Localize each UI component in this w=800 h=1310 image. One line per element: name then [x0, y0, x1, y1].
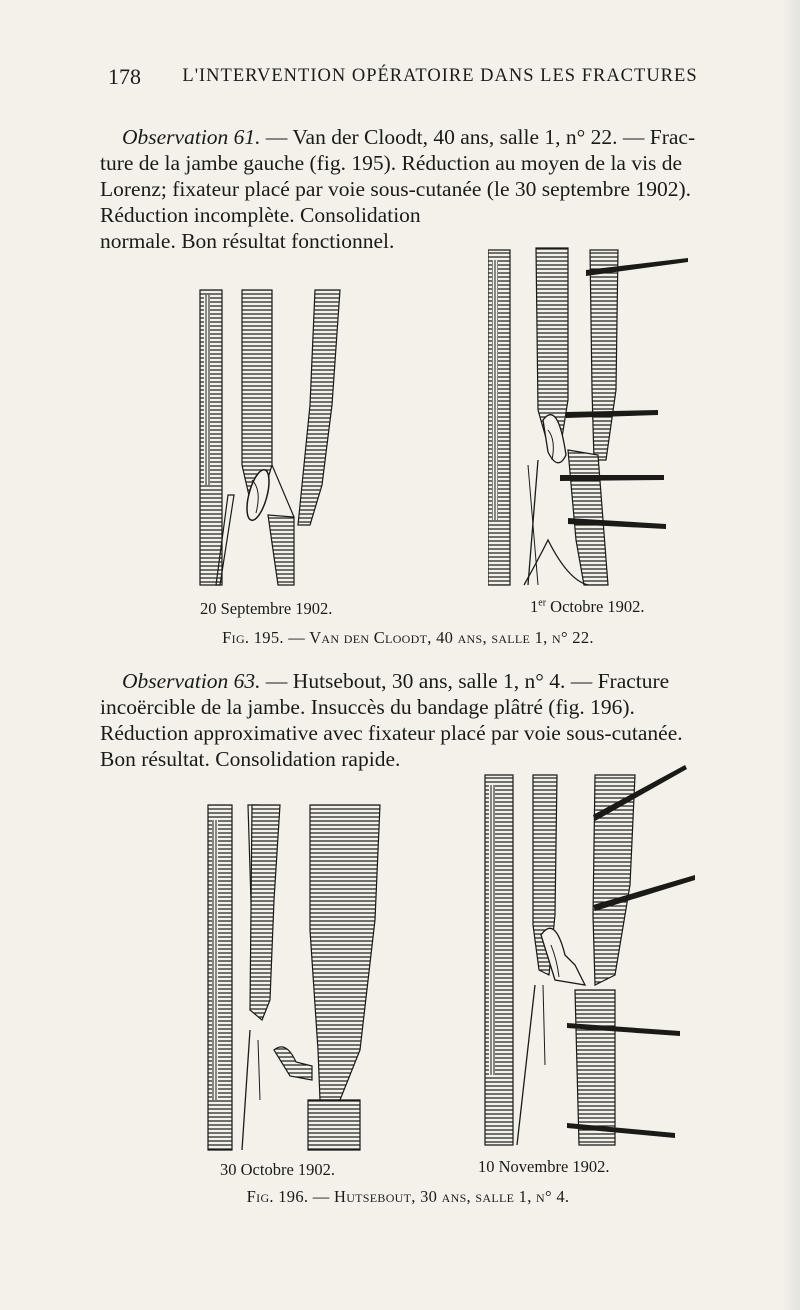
page-number: 178	[108, 64, 141, 89]
figure-196-caption-label: Fig. 196.	[246, 1187, 309, 1206]
figure-195-caption	[100, 628, 716, 648]
observation-61-label: Observation 61.	[122, 125, 261, 149]
figure-196-xray-left	[200, 800, 390, 1155]
figure-195-xray-left	[190, 285, 360, 595]
figure-195-caption-text: — Van den Cloodt, 40 ans, salle 1, n° 22.	[283, 628, 594, 647]
figure-195-caption-label: Fig. 195.	[222, 628, 284, 647]
observation-63-label: Observation 63.	[122, 669, 261, 693]
running-title: L'INTERVENTION OPÉRATOIRE DANS LES FRACTURES	[182, 66, 698, 86]
figure-196-date-left: 30 Octobre 1902.	[220, 1160, 336, 1179]
figure-195-date-right-rest: Octobre 1902.	[546, 597, 645, 616]
observation-61-line3: Lorenz; fixateur placé par voie sous-cutanée (le 30 septembre 1902).	[100, 177, 691, 201]
figure-195-xray-right	[488, 240, 698, 595]
observation-63-line1	[122, 668, 734, 694]
figure-195-date-left: 20 Septembre 1902.	[200, 599, 333, 618]
observation-63-line4: Bon résultat. Consolidation rapide.	[100, 747, 401, 771]
observation-63-line2: incoërcible de la jambe. Insuccès du bandage plâtré (fig. 196).	[100, 695, 635, 719]
figure-195-date-right	[530, 597, 645, 617]
figure-195-date-right-day: 1	[530, 597, 539, 616]
observation-61-line5: normale. Bon résultat fonctionnel.	[100, 229, 395, 253]
figure-196-caption-text: — Hutsebout, 30 ans, salle 1, n° 4.	[308, 1187, 570, 1206]
page-header	[108, 64, 716, 94]
figure-196-xray-right	[475, 765, 695, 1155]
observation-61-line1	[122, 124, 732, 150]
figure-196-date-right: 10 Novembre 1902.	[478, 1157, 610, 1176]
observation-63-line3: Réduction approximative avec fixateur placé par voie sous-cutanée.	[100, 721, 683, 745]
page-edge-shadow	[782, 0, 800, 1310]
observation-61-line4: Réduction incomplète. Consolidation	[100, 203, 421, 227]
figure-195-date-right-sup: er	[538, 597, 547, 609]
observation-61-line1-text: — Van der Cloodt, 40 ans, salle 1, n° 22. — Frac-	[260, 125, 696, 149]
figure-196-caption	[100, 1187, 716, 1207]
observation-63-line1-text: — Hutsebout, 30 ans, salle 1, n° 4. — Fracture	[260, 669, 670, 693]
observation-61-line2: ture de la jambe gauche (fig. 195). Réduction au moyen de la vis de	[100, 151, 683, 175]
